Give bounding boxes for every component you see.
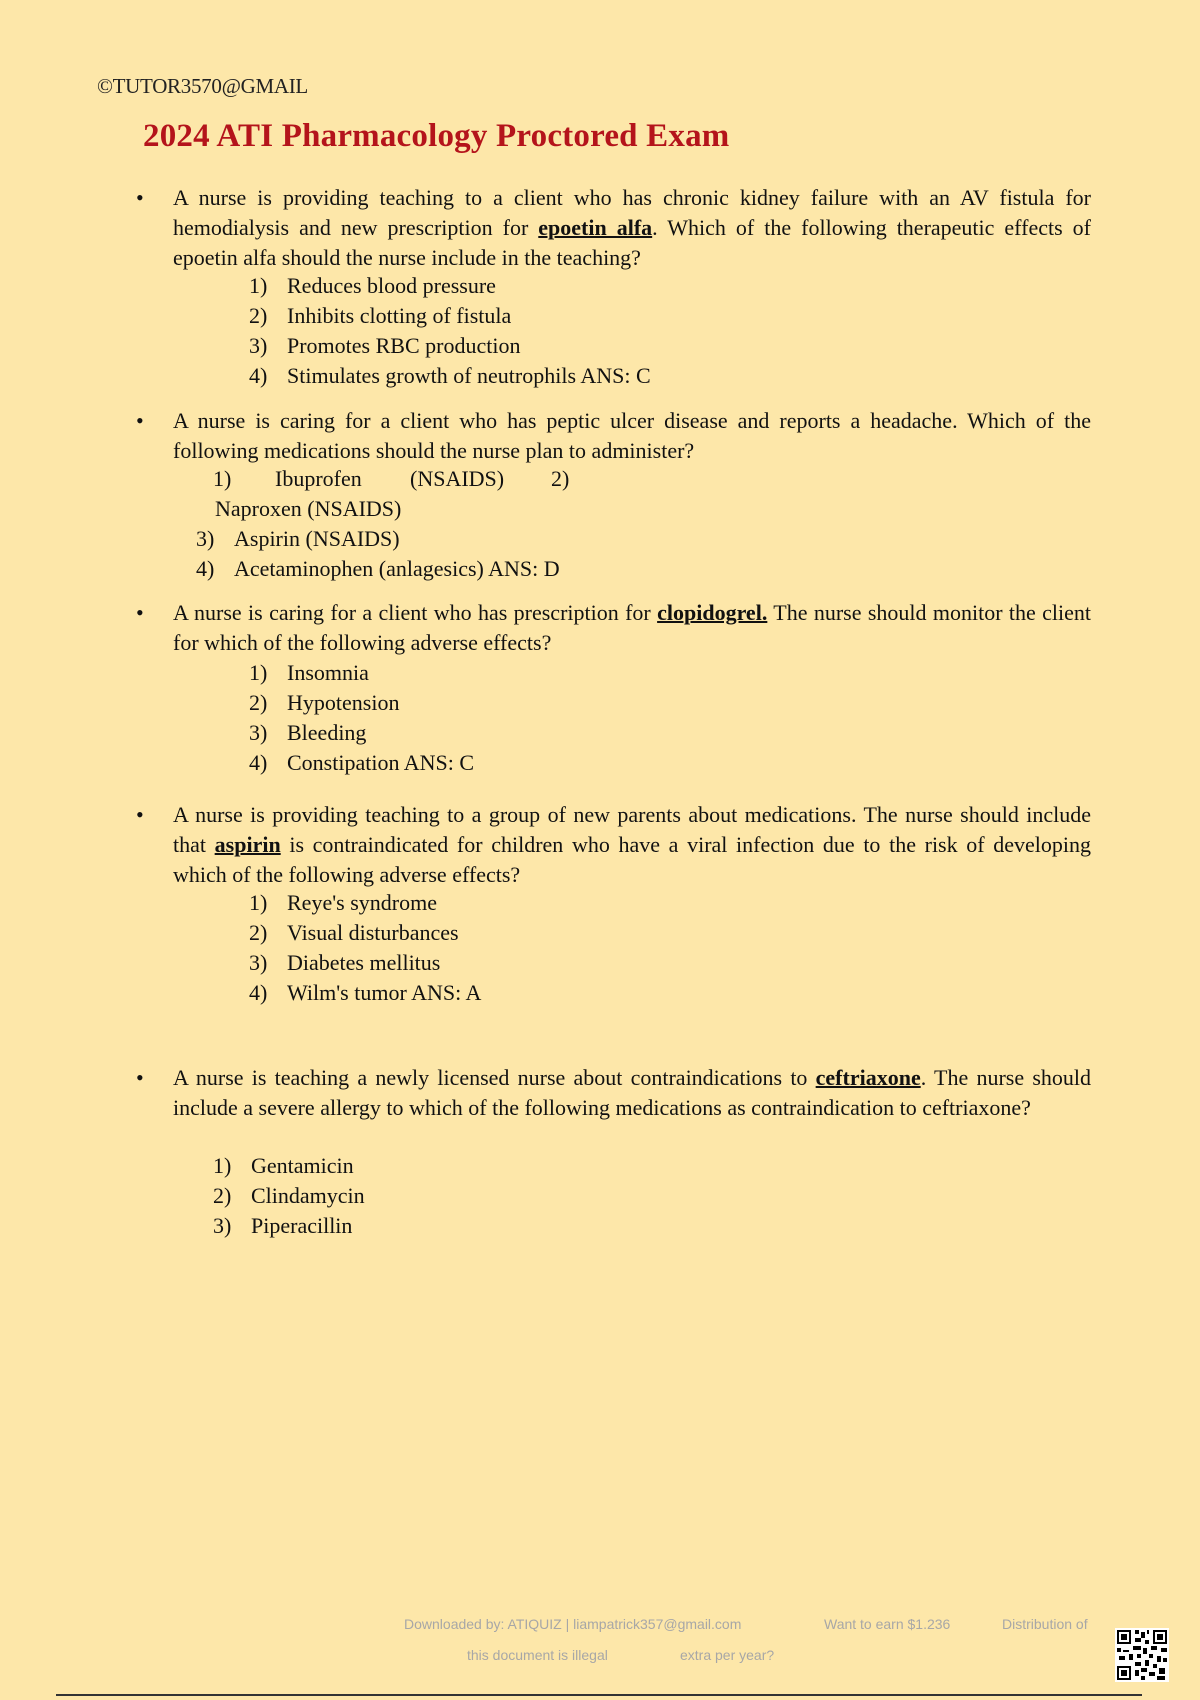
answer-option: 2) [551,466,570,491]
qr-code-icon[interactable] [1115,1628,1169,1682]
question-stem: A nurse is teaching a newly licensed nurse about contraindications to ceftriaxone. The nurse should include a severe allergy to which of the following medications as contraindication to ceftriaxone? [173,1065,1091,1120]
answer-option: 4) Stimulates growth of neutrophils ANS: C [249,363,651,388]
answer-option: 2) Inhibits clotting of fistula [249,303,512,328]
bullet: • [136,185,144,210]
answer-option: Naproxen (NSAIDS) [215,496,402,521]
answer-option: 2) Clindamycin [213,1183,365,1208]
illegal-note: this document is illegal [467,1647,608,1663]
question-stem: A nurse is providing teaching to a client who has chronic kidney failure with an AV fistula for hemodialysis and new prescription for epoetin alfa. Which of the following therapeutic effects of epoetin alfa should the nurse include in the teaching? [173,185,1091,270]
footer-divider [56,1694,1142,1696]
earn-link[interactable]: Want to earn $1.236 [824,1616,951,1632]
answer-option: 3) Piperacillin [213,1213,353,1238]
answer-option: 1) Gentamicin [213,1153,354,1178]
drug-name: aspirin [214,832,281,857]
answer-option: 1) Insomnia [249,660,369,685]
question-stem: A nurse is providing teaching to a group of new parents about medications. The nurse should include that aspirin is contraindicated for children who have a viral infection due to the risk of developing which of the following adverse effects? [173,802,1092,887]
drug-name: epoetin alfa [538,215,653,240]
answer-option: 1) [213,466,232,491]
bullet: • [136,408,144,433]
page-title: 2024 ATI Pharmacology Proctored Exam [143,118,730,154]
question-stem: A nurse is caring for a client who has peptic ulcer disease and reports a headache. Which of the following medications should the nurse plan to administer? [173,408,1091,463]
answer-option: 3) Aspirin (NSAIDS) [196,526,400,551]
bullet: • [136,600,144,625]
answer-option: 1) Reye's syndrome [249,890,437,915]
answer-option: Ibuprofen [275,466,362,491]
bullet: • [136,802,144,827]
download-info: Downloaded by: ATIQUIZ | liampatrick357@gmail.com [404,1616,742,1632]
question-stem: A nurse is caring for a client who has prescription for clopidogrel. The nurse should monitor the client for which of the following adverse effects? [173,600,1091,655]
answer-option: (NSAIDS) [410,466,505,491]
answer-option: 3) Bleeding [249,720,367,745]
answer-option: 2) Visual disturbances [249,920,459,945]
answer-option: 4) Acetaminophen (anlagesics) ANS: D [196,556,560,581]
bullet: • [136,1065,144,1090]
answer-option: 4) Wilm's tumor ANS: A [249,980,482,1005]
answer-option: 3) Promotes RBC production [249,333,521,358]
drug-name: clopidogrel. [657,600,768,625]
distribution-note: Distribution of [1002,1616,1088,1632]
answer-option: 3) Diabetes mellitus [249,950,441,975]
answer-option: 4) Constipation ANS: C [249,750,475,775]
extra-per-year-link[interactable]: extra per year? [680,1647,775,1663]
drug-name: ceftriaxone [815,1065,921,1090]
copyright-watermark: ©TUTOR3570@GMAIL [97,74,308,98]
answer-option: 2) Hypotension [249,690,400,715]
answer-option: 1) Reduces blood pressure [249,273,496,298]
